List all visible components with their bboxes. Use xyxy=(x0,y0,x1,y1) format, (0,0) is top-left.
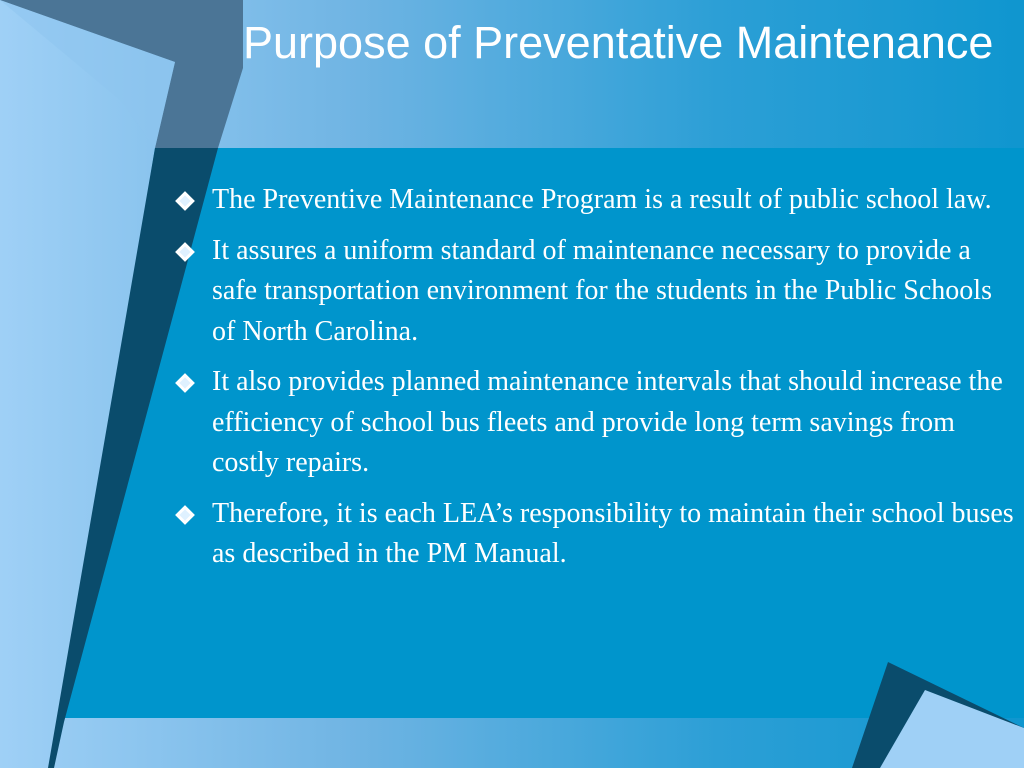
list-item xyxy=(176,494,1016,575)
diamond-bullet-icon xyxy=(175,373,195,393)
diamond-bullet-icon xyxy=(175,191,195,211)
diamond-bullet-icon xyxy=(175,505,195,525)
bullet-text: Therefore, it is each LEA’s responsibility to maintain their school buses as described in the PM Manual. xyxy=(212,497,1014,569)
bullet-list xyxy=(176,180,1016,585)
list-item xyxy=(176,231,1016,353)
list-item xyxy=(176,362,1016,484)
bullet-text: It also provides planned maintenance intervals that should increase the efficiency of school bus fleets and provide long term savings from costly repairs. xyxy=(212,366,1003,478)
list-item xyxy=(176,180,1016,221)
bullet-text: It assures a uniform standard of maintenance necessary to provide a safe transportation environment for the students in the Public Schools of North Carolina. xyxy=(212,234,992,347)
slide-title: Purpose of Preventative Maintenance xyxy=(243,17,994,68)
bullet-text: The Preventive Maintenance Program is a result of public school law. xyxy=(212,184,992,215)
diamond-bullet-icon xyxy=(175,242,195,262)
